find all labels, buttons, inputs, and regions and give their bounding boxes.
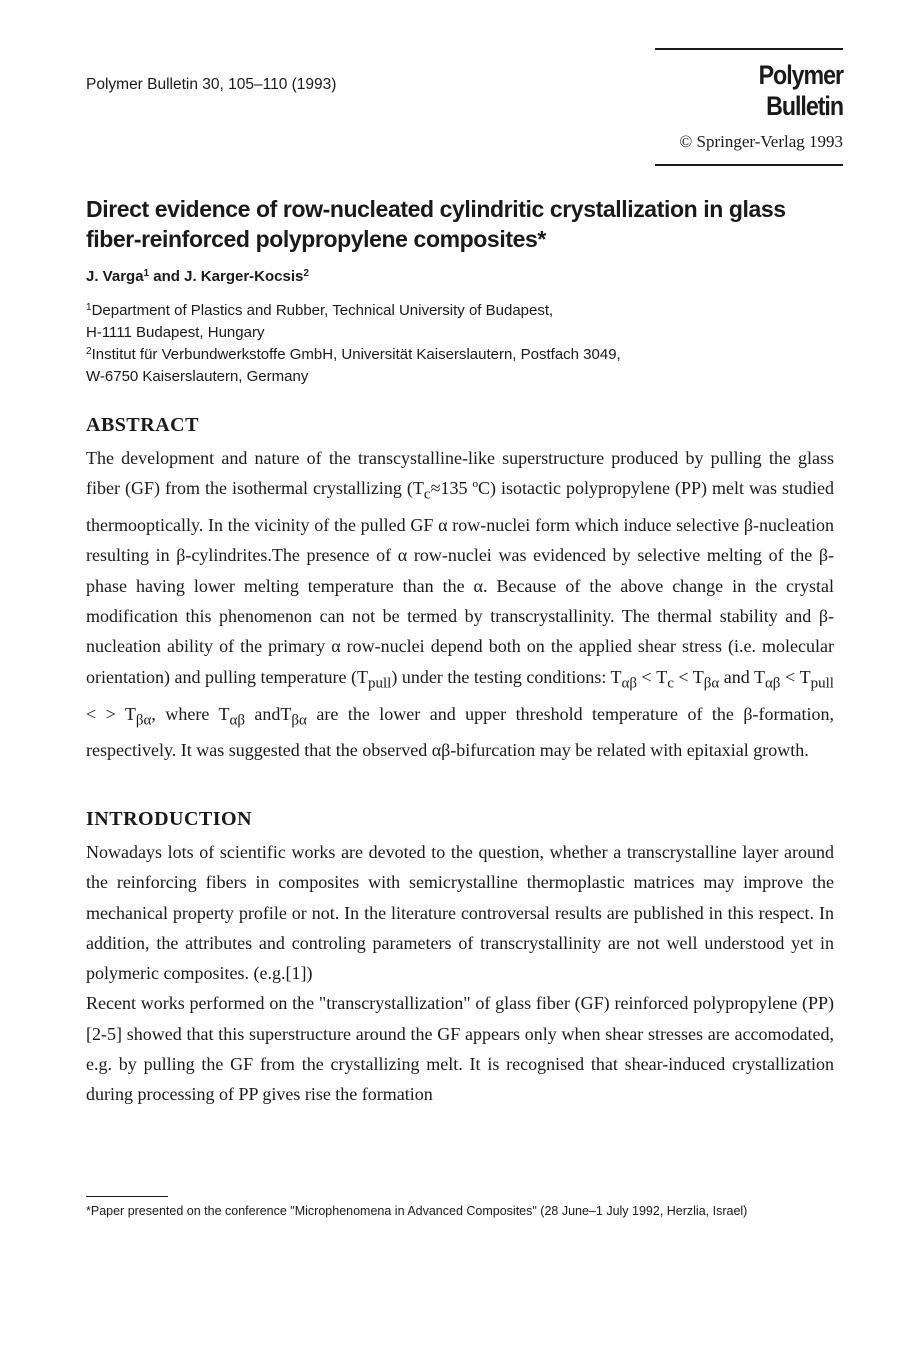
abstract-section [86,414,834,772]
journal-citation: Polymer Bulletin 30, 105–110 (1993) [86,76,337,93]
author-affiliation-mark: 1 [143,268,150,279]
abstract-heading: ABSTRACT [86,414,199,436]
copyright-notice: © Springer-Verlag 1993 [679,132,843,151]
footnote: *Paper presented on the conference "Microphenomena in Advanced Composites" (28 June–1 July 1992, Herzlia, Israel) [86,1204,748,1218]
affiliation-line: H-1111 Budapest, Hungary [86,324,265,341]
footnote-rule [86,1196,168,1197]
introduction-paragraph: Nowadays lots of scientific works are devoted to the question, whether a transcrystalline layer around the reinforcing fibers in composites with semicrystalline thermoplastic matrices may improve the mechanical property profile or not. In the literature controversal results are published in this respect. In addition, the attributes and controling parameters of transcrystallinity are not well understood yet in polymeric composites. (e.g.[1]) [86,842,834,984]
affiliation-mark: 2 [86,346,92,357]
introduction-paragraph: Recent works performed on the "transcrystallization" of glass fiber (GF) reinforced polypropylene (PP) [2-5] showed that this superstructure around the GF appears only when shear stresses are accomodated, e.g. by pulling the GF from the crystallizing melt. It is recognised that shear-induced crystallization during processing of PP gives rise the formation [86,993,834,1105]
affiliation-line: $^1$Department of Plastics and Rubber, Technical University of Budapest, [86,302,554,319]
author-affiliation-mark: 2 [303,268,309,279]
author-name: J. Varga [86,268,144,285]
masthead-bottom-rule [655,164,843,166]
paper-title: Direct evidence of row-nucleated cylindritic crystallization in glass fiber-reinforced polypropylene composites* [86,196,786,252]
journal-masthead [655,48,843,166]
journal-name: Polymer Bulletin [758,60,843,121]
masthead-top-rule [655,48,843,50]
introduction-heading: INTRODUCTION [86,808,253,830]
affiliation-line: W-6750 Kaiserslautern, Germany [86,368,309,385]
affiliations [86,300,621,388]
author-name: J. Karger-Kocsis [184,268,304,285]
affiliation-mark: 1 [86,302,92,313]
affiliation-line: $^2$Institut für Verbundwerkstoffe GmbH, Universität Kaiserslautern, Postfach 3049, [86,346,621,363]
author-joiner: and [153,268,180,285]
author-list [86,268,309,285]
introduction-section [86,808,834,1110]
abstract-text: The development and nature of the transcystalline-like superstructure produced by pulling the glass fiber (GF) from the isothermal crystallizing ($T_c\approx 135$ ºC) isotactic polypropylene (PP) melt was studied thermooptically. In the vicinity of the pulled GF α row-nuclei form which induce selective β-nucleation resulting in β-cylindrites.The presence of α row-nuclei was evidenced by selective melting of the β-phase having lower melting temperature than the α. Because of the above change in the crystal modification this phenomenon can not be termed by transcrystallinity. The thermal stability and β-nucleation ability of the primary α row-nuclei depend both on the applied shear stress (i.e. molecular orientation) and pulling temperature $(T_{pull})$ under the testing conditions: $T_{\alpha\beta} < T_c < T_{\beta\alpha}$ and $T_{\alpha\beta} < T_{pull}$ < > $T_{\beta\alpha}$, where $T_{\alpha\beta}$ andT$_{\beta\alpha}$ are the lower and upper threshold temperature of the β-formation, respectively. It was suggested that the observed αβ-bifurcation may be related with epitaxial growth. [86,448,834,761]
